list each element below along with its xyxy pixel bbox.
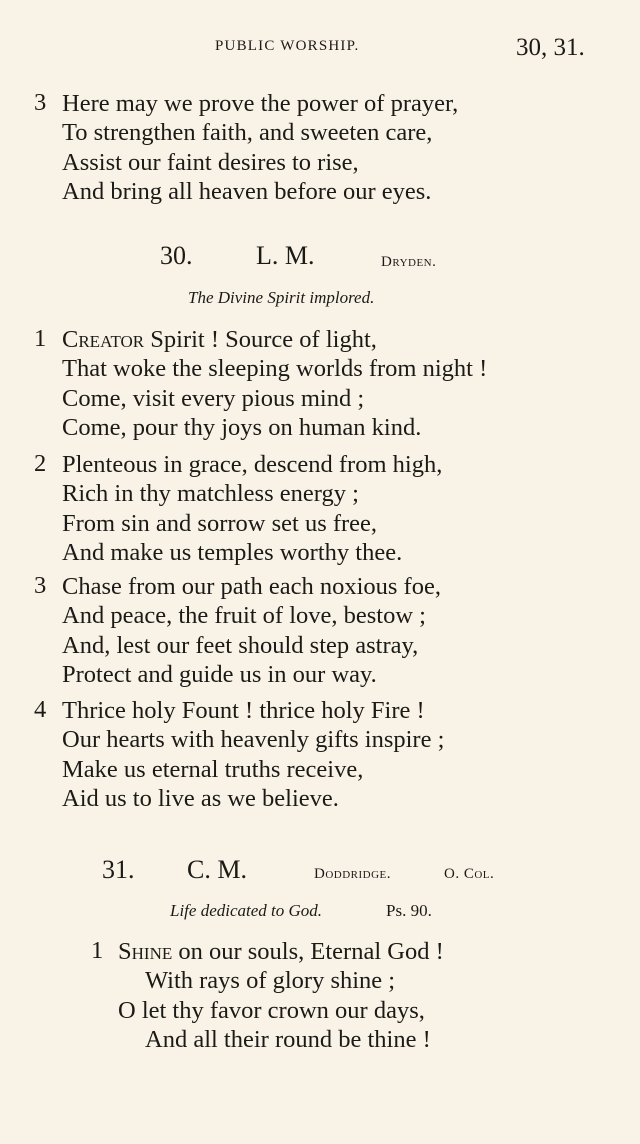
hymn-number: 31. [102, 855, 135, 884]
verse-line [62, 325, 487, 354]
stanza-number: 1 [34, 325, 47, 352]
stanza-number: 4 [34, 696, 47, 723]
verse-line: Thrice holy Fount ! thrice holy Fire ! [62, 697, 425, 724]
hymn-author: Dryden. [381, 254, 437, 270]
verse-line [118, 937, 444, 966]
verse-line: From sin and sorrow set us free, [62, 509, 378, 537]
hymn-meter: C. M. [187, 855, 247, 884]
verse-line: O let thy favor crown our days, [118, 996, 425, 1024]
verse-line: Come, pour thy joys on human kind. [62, 413, 422, 441]
stanza-30-3 [62, 572, 441, 689]
verse-line: With rays of glory shine ; [145, 967, 396, 995]
running-head: PUBLIC WORSHIP. [215, 38, 360, 54]
verse-line: Plenteous in grace, descend from high, [62, 451, 443, 478]
stanza-number: 1 [91, 937, 104, 964]
verse-line: Chase from our path each noxious foe, [62, 573, 441, 600]
stanza-number: 2 [34, 450, 47, 477]
verse-line: Assist our faint desires to rise, [62, 148, 359, 176]
hymn-meter: L. M. [256, 241, 315, 270]
verse-first-word: Creator [62, 326, 145, 353]
verse-line: And all their round be thine ! [145, 1025, 431, 1053]
verse-line: Our hearts with heavenly gifts inspire ; [62, 726, 445, 754]
hymn-author: Doddridge. [314, 866, 392, 882]
stanza-number: 3 [34, 572, 47, 599]
hymn-number: 30. [160, 241, 193, 270]
verse-line: And peace, the fruit of love, bestow ; [62, 602, 426, 630]
verse-line: To strengthen faith, and sweeten care, [62, 119, 433, 147]
hymn-scripture: Ps. 90. [386, 901, 432, 920]
verse-line: Aid us to live as we believe. [62, 784, 339, 812]
hymn-subtitle: Life dedicated to God. [170, 901, 323, 920]
page-numbers: 30, 31. [516, 34, 585, 61]
stanza-30-2 [62, 450, 442, 567]
verse-line-rest: on our souls, Eternal God ! [172, 938, 444, 965]
verse-line: Protect and guide us in our way. [62, 660, 377, 688]
verse-line: Make us eternal truths receive, [62, 755, 364, 783]
hymn-subtitle: The Divine Spirit implored. [188, 288, 375, 307]
verse-line: Come, visit every pious mind ; [62, 384, 365, 412]
verse-line: And, lest our feet should step astray, [62, 631, 419, 659]
stanza-31-1 [118, 937, 444, 1054]
verse-line: That woke the sleeping worlds from night ! [62, 355, 488, 383]
verse-first-word: Shine [118, 938, 173, 965]
verse-line: And make us temples worthy thee. [62, 538, 403, 566]
stanza-30-4 [62, 696, 444, 813]
stanza-30-1 [62, 325, 487, 442]
verse-line: Rich in thy matchless energy ; [62, 480, 359, 508]
verse-line: Here may we prove the power of prayer, [62, 90, 459, 117]
stanza-prev-3 [62, 89, 458, 206]
stanza-number: 3 [34, 89, 47, 116]
verse-line-rest: Spirit ! Source of light, [144, 326, 377, 353]
verse-line: And bring all heaven before our eyes. [62, 177, 432, 205]
hymn-tune: O. Col. [444, 866, 495, 882]
